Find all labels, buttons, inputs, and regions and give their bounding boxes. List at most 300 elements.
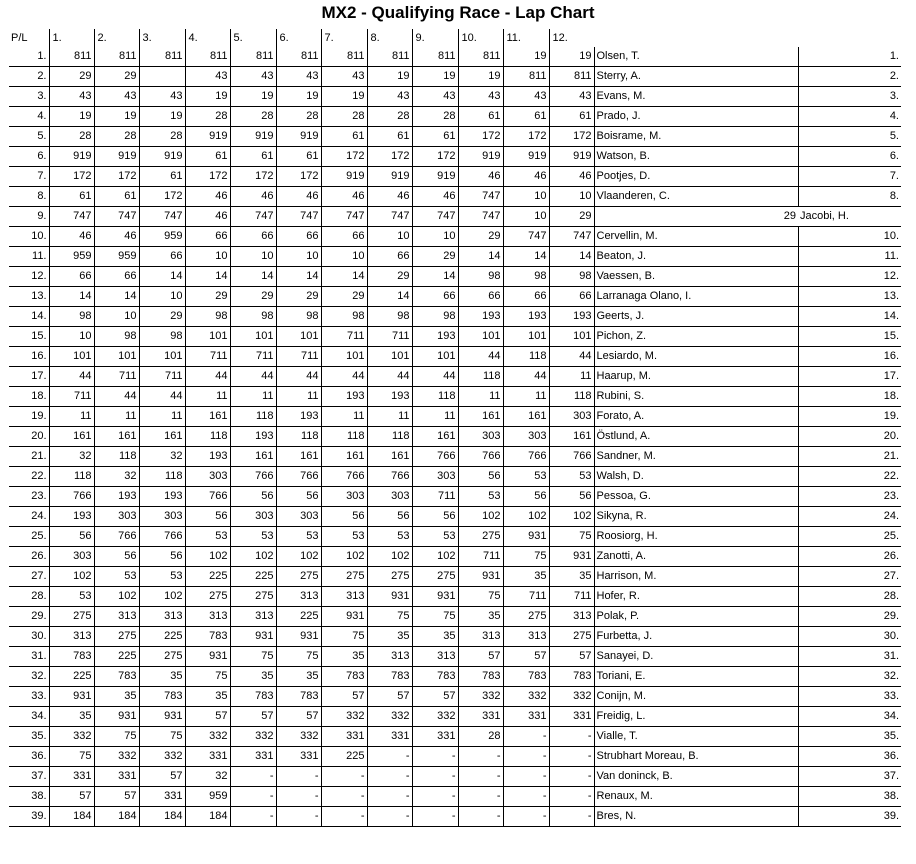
lap-cell: 332	[367, 707, 412, 727]
lap-cell: 35	[458, 607, 503, 627]
header-lap: 6.	[276, 29, 321, 47]
lap-cell: 44	[321, 367, 367, 387]
rider-name-cell: Renaux, M.	[594, 787, 798, 807]
lap-cell: -	[458, 747, 503, 767]
lap-cell: 332	[458, 687, 503, 707]
lap-cell: 303	[549, 407, 594, 427]
lap-cell: 28	[458, 727, 503, 747]
lap-cell: -	[458, 807, 503, 827]
lap-cell: -	[503, 727, 549, 747]
lap-cell: 44	[458, 347, 503, 367]
lap-cell: 331	[412, 727, 458, 747]
lap-cell: 783	[367, 667, 412, 687]
table-row	[9, 387, 901, 407]
rider-name-cell: Östlund, A.	[594, 427, 798, 447]
lap-cell: 102	[230, 547, 276, 567]
lap-cell: 43	[503, 87, 549, 107]
header-lap: 5.	[230, 29, 276, 47]
lap-cell: 10	[549, 187, 594, 207]
rider-name-cell: Conijn, M.	[594, 687, 798, 707]
lap-cell: 56	[276, 487, 321, 507]
lap-cell: 184	[185, 807, 230, 827]
lap-cell: 711	[276, 347, 321, 367]
lap-cell: 66	[458, 287, 503, 307]
rider-name-cell: Vialle, T.	[594, 727, 798, 747]
lap-cell: 44	[139, 387, 185, 407]
lap-cell: 29	[412, 247, 458, 267]
rider-name-cell: Larranaga Olano, I.	[594, 287, 798, 307]
lap-cell: 118	[230, 407, 276, 427]
lap-cell: 61	[94, 187, 139, 207]
lap-cell: 919	[139, 147, 185, 167]
lap-cell: 10	[230, 247, 276, 267]
lap-cell: 101	[49, 347, 94, 367]
lap-cell: -	[412, 767, 458, 787]
lap-cell: 275	[367, 567, 412, 587]
lap-cell: 102	[185, 547, 230, 567]
lap-cell: 331	[49, 767, 94, 787]
lap-cell: 98	[503, 267, 549, 287]
lap-cell: 193	[94, 487, 139, 507]
rider-name-cell: Sikyna, R.	[594, 507, 798, 527]
lap-cell: 32	[185, 767, 230, 787]
lap-cell: 19	[367, 67, 412, 87]
header-lap: 1.	[49, 29, 94, 47]
lap-cell: 331	[139, 787, 185, 807]
lap-cell: 303	[49, 547, 94, 567]
position-cell: 20.	[9, 427, 49, 447]
position-cell: 28.	[9, 587, 49, 607]
lap-cell: 959	[185, 787, 230, 807]
lap-cell: 172	[49, 167, 94, 187]
lap-cell: 10	[94, 307, 139, 327]
lap-cell: 44	[367, 367, 412, 387]
table-row	[9, 667, 901, 687]
lap-cell: 10	[503, 187, 549, 207]
lap-cell: 811	[230, 47, 276, 67]
lap-cell: 161	[367, 447, 412, 467]
lap-cell: 766	[276, 467, 321, 487]
position-cell: 23.	[9, 487, 49, 507]
rider-name-cell: Strubhart Moreau, B.	[594, 747, 798, 767]
rider-name-cell: Watson, B.	[594, 147, 798, 167]
rider-name-cell: Vlaanderen, C.	[594, 187, 798, 207]
lap-cell: 98	[458, 267, 503, 287]
lap-cell: 172	[185, 167, 230, 187]
lap-cell: 101	[321, 347, 367, 367]
lap-cell: 57	[412, 687, 458, 707]
table-row	[9, 47, 901, 67]
rider-name-cell: Van doninck, B.	[594, 767, 798, 787]
lap-cell: 75	[503, 547, 549, 567]
finish-position-cell: 5.	[798, 127, 901, 147]
lap-cell: 711	[230, 347, 276, 367]
finish-position-cell: 7.	[798, 167, 901, 187]
rider-name-cell: Lesiardo, M.	[594, 347, 798, 367]
lap-cell: 331	[367, 727, 412, 747]
table-row	[9, 507, 901, 527]
finish-position-cell: 32.	[798, 667, 901, 687]
lap-cell: 172	[503, 127, 549, 147]
lap-cell: 11	[139, 407, 185, 427]
lap-cell: -	[458, 787, 503, 807]
lap-cell: 275	[276, 567, 321, 587]
lap-cell: 43	[458, 87, 503, 107]
lap-cell: 332	[549, 687, 594, 707]
lap-cell: 53	[185, 527, 230, 547]
table-row	[9, 167, 901, 187]
lap-cell: 35	[49, 707, 94, 727]
lap-cell: 66	[503, 287, 549, 307]
position-cell: 7.	[9, 167, 49, 187]
lap-cell: 747	[458, 187, 503, 207]
lap-cell: 75	[230, 647, 276, 667]
lap-cell: -	[276, 807, 321, 827]
lap-cell: 102	[321, 547, 367, 567]
lap-cell: 747	[321, 207, 367, 227]
lap-cell: 57	[549, 647, 594, 667]
lap-cell: 931	[412, 587, 458, 607]
lap-cell: 931	[458, 567, 503, 587]
lap-cell: 43	[49, 87, 94, 107]
finish-position-cell: 4.	[798, 107, 901, 127]
lap-cell: 766	[412, 447, 458, 467]
header-lap: 10.	[458, 29, 503, 47]
lap-cell: 66	[321, 227, 367, 247]
rider-name-cell: Pootjes, D.	[594, 167, 798, 187]
lap-cell: 11	[321, 407, 367, 427]
lap-cell: 332	[321, 707, 367, 727]
lap-cell: 331	[276, 747, 321, 767]
lap-cell: 11	[94, 407, 139, 427]
lap-cell: 28	[276, 107, 321, 127]
lap-cell: 161	[549, 427, 594, 447]
lap-cell: -	[321, 807, 367, 827]
lap-cell: -	[321, 767, 367, 787]
lap-cell: 303	[321, 487, 367, 507]
lap-cell: 101	[503, 327, 549, 347]
lap-cell: 75	[49, 747, 94, 767]
finish-position-cell: 1.	[798, 47, 901, 67]
lap-cell: 56	[412, 507, 458, 527]
header-spacer	[798, 29, 901, 47]
finish-position-cell: 39.	[798, 807, 901, 827]
position-cell: 1.	[9, 47, 49, 67]
lap-cell: 32	[49, 447, 94, 467]
rider-name-cell: Zanotti, A.	[594, 547, 798, 567]
finish-position-cell: 16.	[798, 347, 901, 367]
position-cell: 39.	[9, 807, 49, 827]
lap-cell: 161	[49, 427, 94, 447]
lap-cell: 303	[230, 507, 276, 527]
lap-cell: 56	[549, 487, 594, 507]
lap-cell: 46	[458, 167, 503, 187]
position-cell: 8.	[9, 187, 49, 207]
lap-cell: 331	[230, 747, 276, 767]
lap-cell: 193	[321, 387, 367, 407]
table-row	[9, 627, 901, 647]
lap-cell: 303	[139, 507, 185, 527]
lap-cell: 118	[458, 367, 503, 387]
lap-cell: 66	[49, 267, 94, 287]
lap-cell: 919	[367, 167, 412, 187]
lap-cell: 931	[185, 647, 230, 667]
lap-cell: 711	[503, 587, 549, 607]
lap-cell: 98	[412, 307, 458, 327]
lap-cell: 919	[49, 147, 94, 167]
lap-cell: 225	[276, 607, 321, 627]
lap-cell: 711	[94, 367, 139, 387]
finish-position-cell: 23.	[798, 487, 901, 507]
lap-cell: 28	[412, 107, 458, 127]
lap-cell: 57	[276, 707, 321, 727]
lap-cell: 14	[503, 247, 549, 267]
position-cell: 19.	[9, 407, 49, 427]
lap-cell: 118	[276, 427, 321, 447]
lap-cell: 28	[230, 107, 276, 127]
lap-cell: 747	[412, 207, 458, 227]
rider-name-cell: Bres, N.	[594, 807, 798, 827]
position-cell: 32.	[9, 667, 49, 687]
table-row	[9, 767, 901, 787]
table-row	[9, 647, 901, 667]
lap-cell: 29	[185, 287, 230, 307]
lap-cell: 747	[367, 207, 412, 227]
lap-cell: 10	[321, 247, 367, 267]
lap-cell: 931	[549, 547, 594, 567]
rider-name-cell: Olsen, T.	[594, 47, 798, 67]
position-cell: 29.	[9, 607, 49, 627]
lap-cell: 101	[185, 327, 230, 347]
lap-cell: 14	[321, 267, 367, 287]
lap-cell: 101	[458, 327, 503, 347]
lap-cell: 19	[230, 87, 276, 107]
lap-cell: 29	[276, 287, 321, 307]
lap-cell: -	[230, 787, 276, 807]
finish-position-cell: 12.	[798, 267, 901, 287]
table-row	[9, 187, 901, 207]
lap-cell: -	[276, 767, 321, 787]
lap-cell: 19	[458, 67, 503, 87]
header-row	[9, 29, 901, 47]
lap-cell: 313	[321, 587, 367, 607]
table-row	[9, 307, 901, 327]
lap-cell: 14	[49, 287, 94, 307]
lap-cell: 43	[94, 87, 139, 107]
lap-cell: 747	[139, 207, 185, 227]
table-row	[9, 427, 901, 447]
header-lap: 3.	[139, 29, 185, 47]
lap-cell: 44	[549, 347, 594, 367]
lap-cell: 161	[139, 427, 185, 447]
lap-cell: -	[321, 787, 367, 807]
lap-cell: 783	[458, 667, 503, 687]
lap-cell: 43	[549, 87, 594, 107]
lap-cell: 118	[321, 427, 367, 447]
lap-cell: 313	[185, 607, 230, 627]
lap-cell: 98	[230, 307, 276, 327]
lap-cell: 931	[367, 587, 412, 607]
lap-cell: 184	[139, 807, 185, 827]
table-row	[9, 547, 901, 567]
lap-cell: 29	[230, 287, 276, 307]
lap-cell: 43	[139, 87, 185, 107]
lap-cell: 161	[94, 427, 139, 447]
lap-cell: 56	[185, 507, 230, 527]
lap-cell: -	[458, 767, 503, 787]
lap-cell: 61	[503, 107, 549, 127]
lap-cell: 98	[139, 327, 185, 347]
lap-cell: 19	[49, 107, 94, 127]
lap-cell: -	[549, 747, 594, 767]
lap-cell: 75	[185, 667, 230, 687]
lap-cell: 44	[49, 367, 94, 387]
lap-cell: 275	[230, 587, 276, 607]
lap-cell: 28	[94, 127, 139, 147]
lap-cell: 14	[185, 267, 230, 287]
lap-cell: 102	[458, 507, 503, 527]
lap-cell: 101	[549, 327, 594, 347]
lap-cell: 303	[185, 467, 230, 487]
position-cell: 5.	[9, 127, 49, 147]
lap-cell: 29	[458, 227, 503, 247]
lap-cell: 29	[321, 287, 367, 307]
lap-cell: 783	[185, 627, 230, 647]
finish-position-cell: 22.	[798, 467, 901, 487]
lap-cell: 711	[49, 387, 94, 407]
rider-name-cell: Boisrame, M.	[594, 127, 798, 147]
lap-cell: 118	[412, 387, 458, 407]
lap-cell: 711	[412, 487, 458, 507]
lap-cell: 35	[185, 687, 230, 707]
lap-cell: 783	[412, 667, 458, 687]
lap-cell: 53	[49, 587, 94, 607]
lap-cell: 711	[321, 327, 367, 347]
lap-cell: 57	[458, 647, 503, 667]
lap-cell: 783	[503, 667, 549, 687]
lap-cell: 46	[230, 187, 276, 207]
table-row	[9, 207, 901, 227]
lap-cell: 75	[276, 647, 321, 667]
lap-cell: 66	[276, 227, 321, 247]
position-cell: 24.	[9, 507, 49, 527]
finish-position-cell: 27.	[798, 567, 901, 587]
lap-cell: 118	[367, 427, 412, 447]
table-row	[9, 787, 901, 807]
rider-name-cell: Harrison, M.	[594, 567, 798, 587]
lap-cell: 919	[412, 167, 458, 187]
lap-cell: 931	[276, 627, 321, 647]
lap-cell: 766	[230, 467, 276, 487]
lap-cell: 53	[276, 527, 321, 547]
lap-cell: 811	[49, 47, 94, 67]
lap-cell: -	[503, 787, 549, 807]
lap-cell: 931	[49, 687, 94, 707]
lap-cell: 66	[230, 227, 276, 247]
lap-cell: 161	[185, 407, 230, 427]
finish-position-cell: 14.	[798, 307, 901, 327]
lap-cell: -	[412, 787, 458, 807]
position-cell: 33.	[9, 687, 49, 707]
finish-position-cell: 15.	[798, 327, 901, 347]
lap-cell: 919	[458, 147, 503, 167]
header-lap: 11.	[503, 29, 549, 47]
lap-cell: 56	[458, 467, 503, 487]
lap-cell: 29	[367, 267, 412, 287]
lap-cell: 783	[276, 687, 321, 707]
lap-cell: 11	[503, 387, 549, 407]
lap-cell: -	[230, 767, 276, 787]
table-row	[9, 87, 901, 107]
lap-cell: 332	[139, 747, 185, 767]
position-cell: 6.	[9, 147, 49, 167]
lap-cell: -	[367, 787, 412, 807]
lap-cell: 28	[139, 127, 185, 147]
rider-name-cell: Sterry, A.	[594, 67, 798, 87]
table-row	[9, 287, 901, 307]
lap-cell: 225	[49, 667, 94, 687]
lap-cell: 275	[185, 587, 230, 607]
lap-cell: 313	[412, 647, 458, 667]
lap-cell: 102	[367, 547, 412, 567]
lap-cell: 332	[276, 727, 321, 747]
lap-cell: 66	[139, 247, 185, 267]
lap-cell: 313	[49, 627, 94, 647]
lap-cell: 19	[321, 87, 367, 107]
lap-cell: 19	[185, 87, 230, 107]
lap-cell: 35	[367, 627, 412, 647]
lap-cell: 57	[230, 707, 276, 727]
finish-position-cell: 35.	[798, 727, 901, 747]
header-lap: 9.	[412, 29, 458, 47]
lap-cell: 783	[549, 667, 594, 687]
lap-cell: 102	[49, 567, 94, 587]
lap-cell: 931	[321, 607, 367, 627]
lap-cell: 66	[185, 227, 230, 247]
lap-cell: 811	[412, 47, 458, 67]
lap-cell: 118	[549, 387, 594, 407]
lap-cell: 711	[139, 367, 185, 387]
lap-cell: 225	[321, 747, 367, 767]
lap-cell: 931	[139, 707, 185, 727]
header-lap: 4.	[185, 29, 230, 47]
lap-cell: 75	[458, 587, 503, 607]
lap-cell: 118	[139, 467, 185, 487]
lap-cell: 193	[549, 307, 594, 327]
lap-cell: 118	[503, 347, 549, 367]
lap-cell: 101	[139, 347, 185, 367]
lap-cell: 43	[321, 67, 367, 87]
lap-cell: 75	[412, 607, 458, 627]
lap-cell: -	[549, 807, 594, 827]
lap-cell: 98	[49, 307, 94, 327]
finish-position-cell: 38.	[798, 787, 901, 807]
finish-position-cell: 25.	[798, 527, 901, 547]
header-lap: 7.	[321, 29, 367, 47]
finish-position-cell: 11.	[798, 247, 901, 267]
lap-cell: 303	[503, 427, 549, 447]
lap-cell: 57	[185, 707, 230, 727]
lap-cell: 35	[503, 567, 549, 587]
lap-cell: 275	[321, 567, 367, 587]
lap-cell: 811	[321, 47, 367, 67]
lap-cell: 747	[49, 207, 94, 227]
lap-cell: 53	[321, 527, 367, 547]
lap-cell: 11	[185, 387, 230, 407]
table-row	[9, 107, 901, 127]
lap-cell: 275	[503, 607, 549, 627]
lap-cell: 19	[94, 107, 139, 127]
